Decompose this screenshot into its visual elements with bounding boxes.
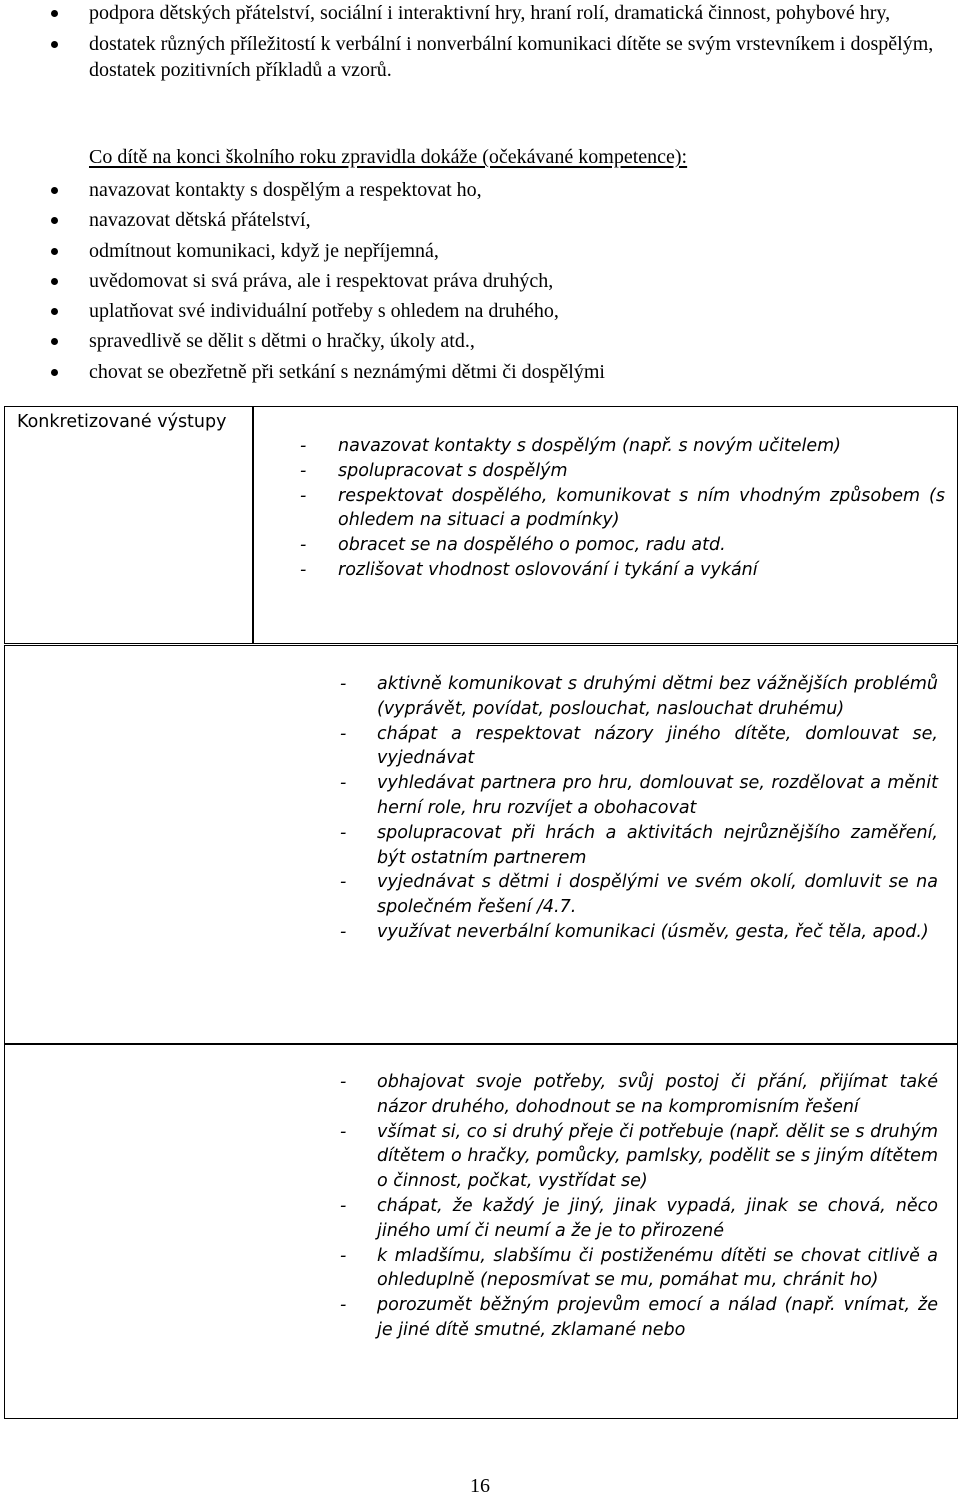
bullet-icon xyxy=(51,217,58,224)
list-item-text: chápat a respektovat názory jiného dítěte, domlouvat se, vyjednávat xyxy=(377,723,938,769)
dash-marker: - xyxy=(300,485,307,506)
competences-heading: Co dítě na konci školního roku zpravidla dokáže (očekávané kompetence): xyxy=(89,146,688,168)
list-item xyxy=(0,31,960,83)
list-item xyxy=(0,177,960,207)
dash-marker: - xyxy=(300,460,307,481)
page-number: 16 xyxy=(470,1475,490,1497)
outputs-list-children xyxy=(340,672,938,945)
list-item xyxy=(340,771,938,821)
bullet-icon xyxy=(51,278,58,285)
list-item-text: navazovat kontakty s dospělým (např. s novým učitelem) xyxy=(338,436,842,456)
list-item-text: dostatek různých příležitostí k verbální i nonverbální komunikaci dítěte se svým vrstevníkem i dospělým, dostatek pozitivních příkladů a vzorů. xyxy=(89,33,934,81)
list-item xyxy=(0,328,960,358)
competences-list xyxy=(0,177,960,389)
list-item xyxy=(300,484,945,534)
list-item xyxy=(0,359,960,389)
outputs-list-adults xyxy=(300,434,945,583)
list-item xyxy=(340,722,938,772)
list-item-text: uplatňovat své individuální potřeby s ohledem na druhého, xyxy=(89,300,559,323)
dash-marker: - xyxy=(300,436,307,456)
list-item xyxy=(0,207,960,237)
list-item-text: spravedlivě se dělit s dětmi o hračky, úkoly atd., xyxy=(89,330,475,353)
intro-bullet-list xyxy=(0,0,960,88)
list-item xyxy=(0,238,960,268)
list-item xyxy=(300,558,945,583)
list-item xyxy=(0,0,960,26)
list-item-text: chápat, že každý je jiný, jinak vypadá, jinak se chová, něco jiného umí či neumí a že je to přirozené xyxy=(377,1195,938,1241)
list-item xyxy=(340,1194,938,1244)
list-item xyxy=(340,821,938,871)
list-item xyxy=(340,870,938,920)
bullet-icon xyxy=(51,308,58,315)
list-item-text: navazovat dětská přátelství, xyxy=(89,209,311,232)
dash-marker: - xyxy=(340,1245,347,1266)
list-item-text: chovat se obezřetně při setkání s neznámými dětmi či dospělými xyxy=(89,360,605,383)
list-item-text: využívat neverbální komunikaci (úsměv, gesta, řeč těla, apod.) xyxy=(377,921,929,942)
list-item-text: spolupracovat při hrách a aktivitách nejrůznějšího zaměření, být ostatním partnerem xyxy=(377,822,938,868)
list-item xyxy=(300,459,945,484)
list-item xyxy=(340,920,938,945)
dash-marker: - xyxy=(340,1072,347,1092)
table-cell-label xyxy=(4,406,254,644)
list-item-text: porozumět běžným projevům emocí a nálad (např. vnímat, že je jiné dítě smutné, zklamané nebo xyxy=(377,1295,938,1340)
list-item-text: obracet se na dospělého o pomoc, radu atd. xyxy=(338,535,726,556)
list-item-text: rozlišovat vhodnost oslovování i tykání a vykání xyxy=(338,559,758,580)
bullet-icon xyxy=(51,338,58,345)
dash-marker: - xyxy=(340,822,347,843)
list-item-text: respektovat dospělého, komunikovat s ním vhodným způsobem (s ohledem na situaci a podmínky) xyxy=(338,485,945,531)
row-label: Konkretizované výstupy xyxy=(17,412,227,432)
dash-marker: - xyxy=(340,723,347,744)
dash-marker: - xyxy=(340,773,347,794)
list-item-text: obhajovat svoje potřeby, svůj postoj či přání, přijímat také názor druhého, dohodnout se na kompromisním řešení xyxy=(377,1072,938,1117)
dash-marker: - xyxy=(340,921,347,942)
list-item-text: vyjednávat s dětmi i dospělými ve svém okolí, domluvit se na společném řešení /4.7. xyxy=(377,872,938,918)
list-item-text: všímat si, co si druhý přeje či potřebuje (např. dělit se s druhým dítětem o hračky, pomůcky, pamlsky, podělit se s jiným dítětem o činnost, počkat, vystřídat se) xyxy=(377,1121,938,1192)
list-item xyxy=(300,533,945,558)
bullet-icon xyxy=(51,187,58,194)
list-item-text: odmítnout komunikaci, když je nepříjemná, xyxy=(89,239,439,262)
bullet-icon xyxy=(51,41,58,48)
list-item-text: k mladšímu, slabšímu či postiženému dítěti se chovat citlivě a ohleduplně (neposmívat se mu, pomáhat mu, chránit ho) xyxy=(377,1245,938,1291)
list-item xyxy=(0,268,960,298)
list-item xyxy=(340,1293,938,1343)
dash-marker: - xyxy=(340,872,347,893)
list-item-text: spolupracovat s dospělým xyxy=(338,460,568,481)
list-item xyxy=(0,298,960,328)
dash-marker: - xyxy=(300,535,307,556)
dash-marker: - xyxy=(340,1295,347,1316)
bullet-icon xyxy=(51,369,58,376)
bullet-icon xyxy=(51,10,58,17)
dash-marker: - xyxy=(300,559,307,580)
list-item-text: aktivně komunikovat s druhými dětmi bez vážnějších problémů (vyprávět, povídat, poslouchat, naslouchat druhému) xyxy=(377,674,938,719)
list-item xyxy=(300,434,945,459)
outputs-list-empathy xyxy=(340,1070,938,1343)
dash-marker: - xyxy=(340,674,347,694)
dash-marker: - xyxy=(340,1195,347,1216)
dash-marker: - xyxy=(340,1121,347,1142)
list-item xyxy=(340,672,938,722)
list-item-text: vyhledávat partnera pro hru, domlouvat se, rozdělovat a měnit herní role, hru rozvíjet a obohacovat xyxy=(377,773,938,818)
list-item xyxy=(340,1244,938,1294)
list-item xyxy=(340,1070,938,1120)
list-item-text: podpora dětských přátelství, sociální i interaktivní hry, hraní rolí, dramatická činnost, pohybové hry, xyxy=(89,2,891,24)
list-item-text: uvědomovat si svá práva, ale i respektovat práva druhých, xyxy=(89,269,554,292)
bullet-icon xyxy=(51,248,58,255)
list-item-text: navazovat kontakty s dospělým a respektovat ho, xyxy=(89,179,482,201)
list-item xyxy=(340,1120,938,1194)
